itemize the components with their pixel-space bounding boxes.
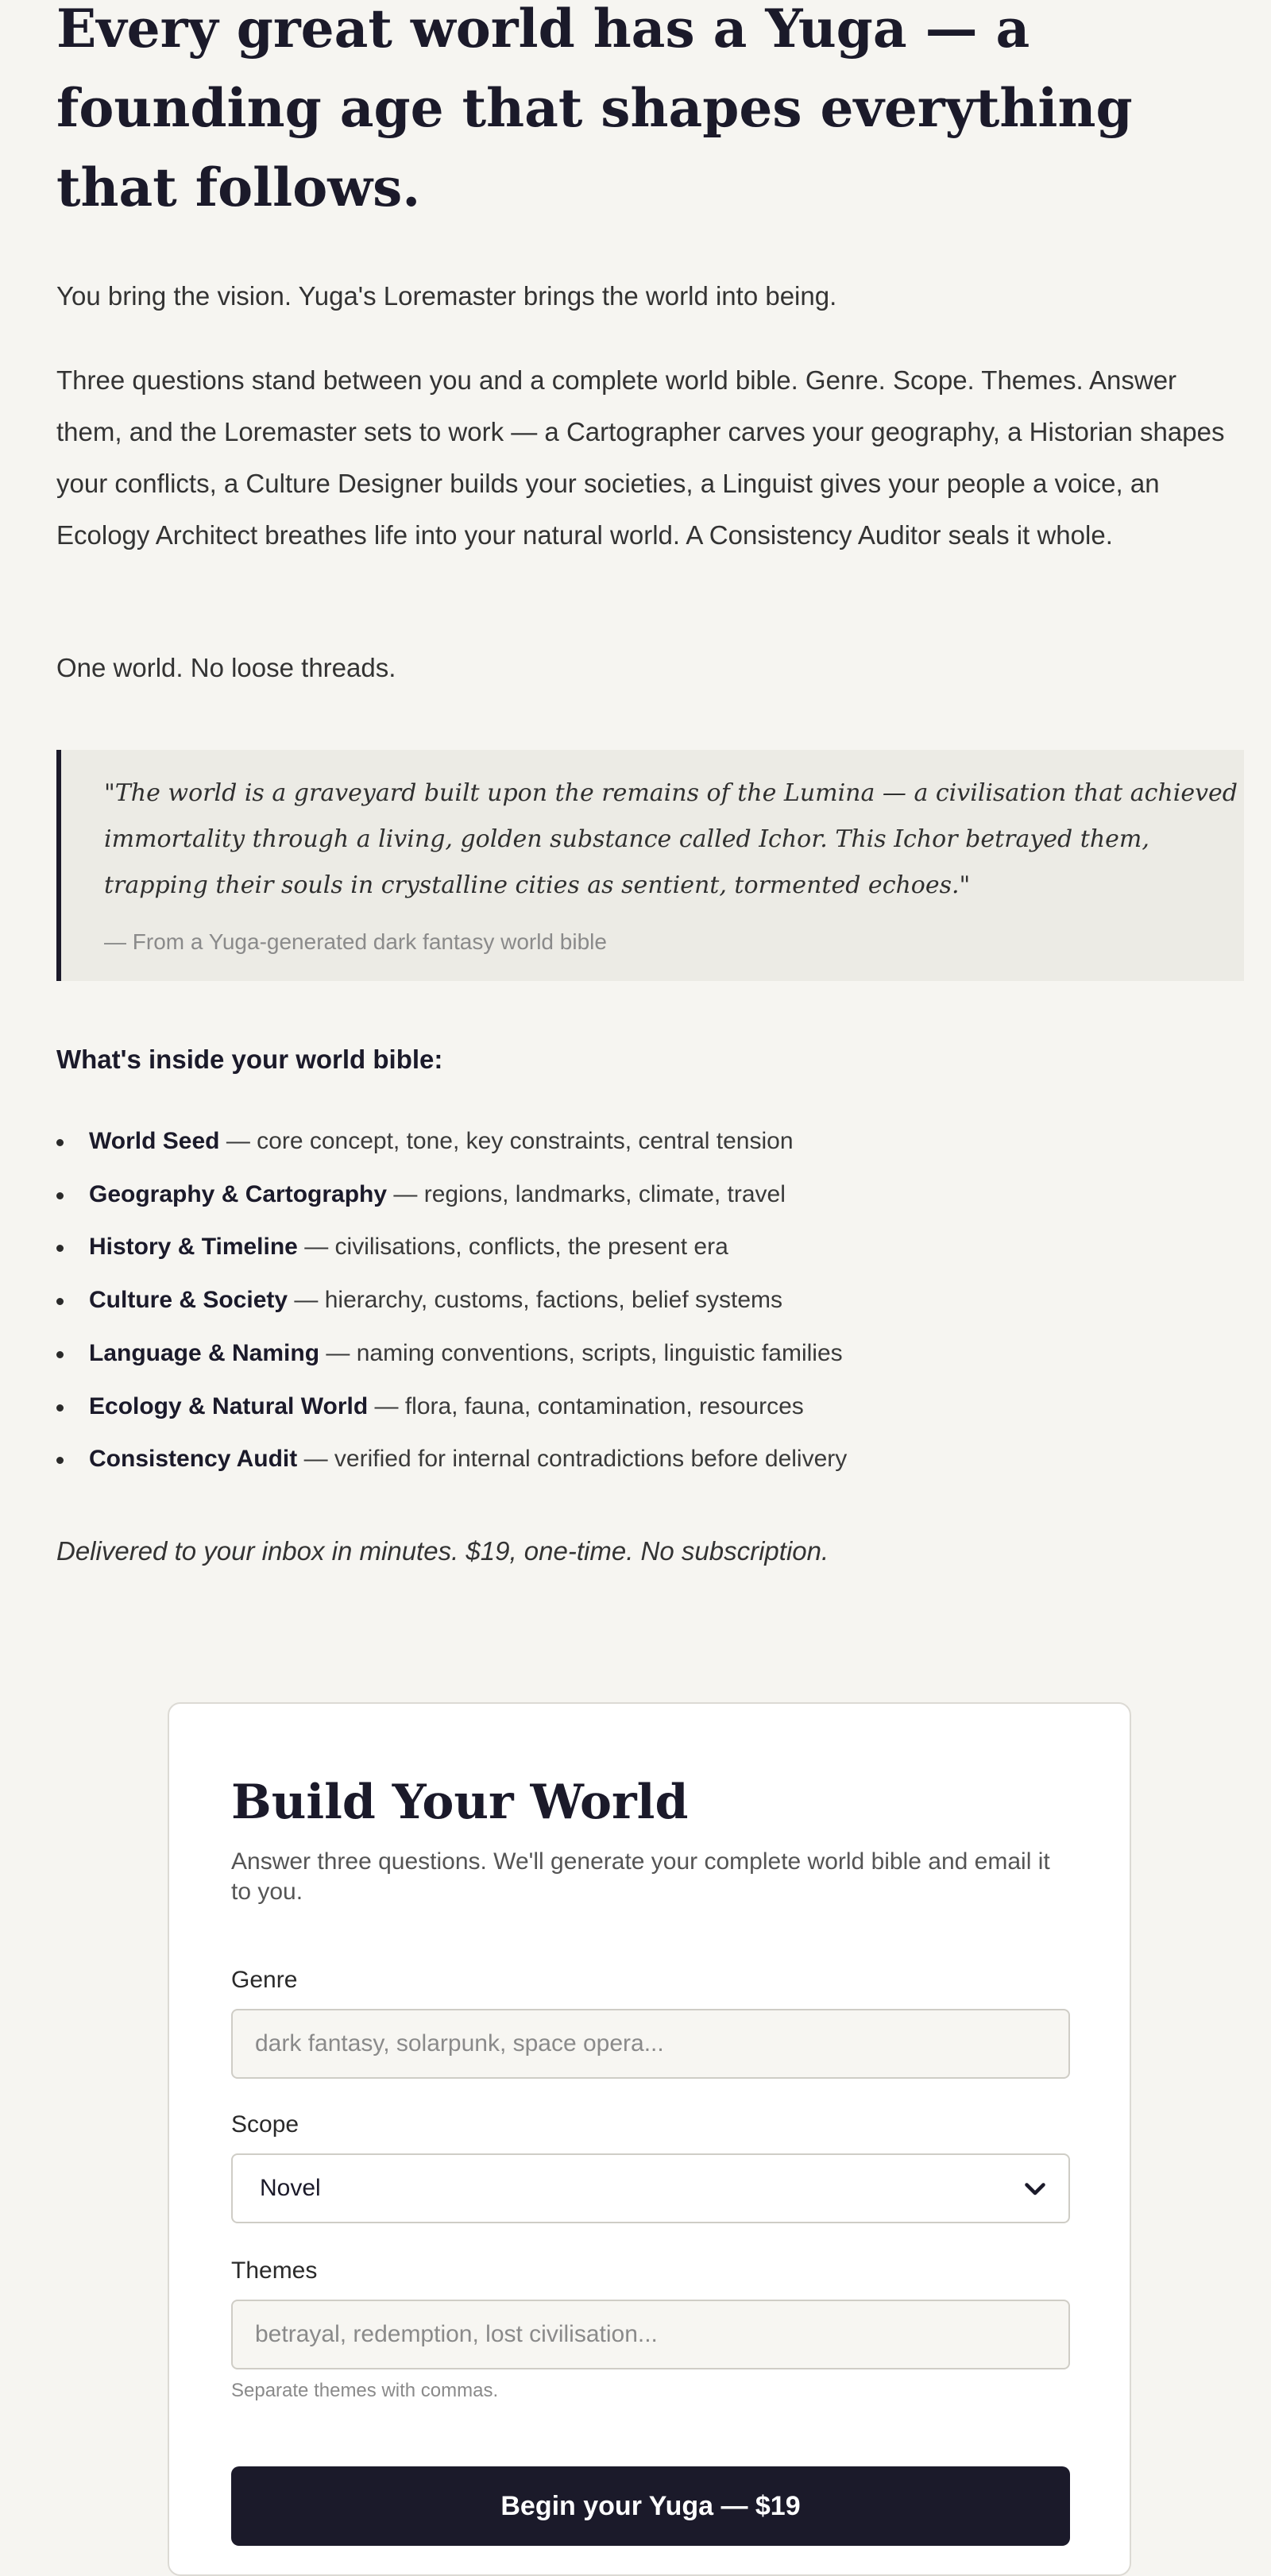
list-item [56, 1274, 847, 1327]
begin-yuga-button[interactable]: Begin your Yuga — $19 [231, 2466, 1070, 2546]
feature-desc: — verified for internal contradictions before delivery [297, 1446, 848, 1473]
form-title: Build Your World [231, 1775, 689, 1830]
list-item [56, 1327, 847, 1381]
themes-label: Themes [231, 2257, 318, 2284]
bible-section-title: What's inside your world bible: [56, 1045, 443, 1074]
genre-input[interactable] [231, 2009, 1070, 2079]
delivery-note: Delivered to your inbox in minutes. $19, one-time. No subscription. [56, 1536, 829, 1566]
feature-desc: — hierarchy, customs, factions, belief systems [288, 1287, 783, 1314]
feature-desc: — naming conventions, scripts, linguistic families [319, 1339, 843, 1366]
list-item [56, 1381, 847, 1434]
themes-hint: Separate themes with commas. [231, 2380, 499, 2401]
feature-desc: — flora, fauna, contamination, resources [368, 1392, 804, 1419]
feature-name: History & Timeline [89, 1234, 298, 1261]
quote-source: — From a Yuga-generated dark fantasy world bible [104, 929, 607, 954]
quote-text: "The world is a graveyard built upon the remains of the Lumina — a civilisation that achieved immortality through a living, golden substance called Ichor. This Ichor betrayed them, trapping their souls in crystalline cities as sentient, tormented echoes." [104, 779, 1238, 899]
feature-name: Language & Naming [89, 1339, 320, 1366]
hero-headline: Every great world has a Yuga — a founding age that shapes everything that follows. [56, 0, 1133, 218]
list-item [56, 1115, 847, 1168]
feature-desc: — core concept, tone, key constraints, central tension [219, 1128, 794, 1154]
feature-name: Consistency Audit [89, 1446, 298, 1473]
hero-description: Three questions stand between you and a complete world bible. Genre. Scope. Themes. Answer them, and the Loremaster sets to work — a Cartographer carves your geography, a Historian shapes your conflicts, a Culture Designer builds your societies, a Linguist gives your people a voice, an Ecology Architect breathes life into your natural world. A Consistency Auditor seals it whole. [56, 365, 1225, 550]
themes-input[interactable] [231, 2300, 1070, 2369]
sample-quote [56, 750, 1244, 981]
scope-label: Scope [231, 2111, 299, 2138]
feature-desc: — civilisations, conflicts, the present era [297, 1234, 728, 1261]
list-item [56, 1168, 847, 1222]
list-item [56, 1221, 847, 1274]
scope-select[interactable] [231, 2153, 1070, 2223]
scope-selected-value: Novel [260, 2175, 321, 2201]
build-world-form [168, 1702, 1131, 2576]
bible-feature-list [56, 1115, 847, 1486]
genre-label: Genre [231, 1967, 298, 1993]
feature-name: Ecology & Natural World [89, 1392, 369, 1419]
hero-intro: You bring the vision. Yuga's Loremaster brings the world into being. [56, 281, 837, 311]
form-subtitle: Answer three questions. We'll generate your complete world bible and email it to you. [231, 1848, 1050, 1905]
feature-name: Culture & Society [89, 1287, 288, 1314]
list-item [56, 1433, 847, 1486]
feature-desc: — regions, landmarks, climate, travel [387, 1180, 786, 1207]
feature-name: World Seed [89, 1128, 220, 1154]
feature-name: Geography & Cartography [89, 1180, 388, 1207]
hero-tagline: One world. No loose threads. [56, 653, 396, 682]
chevron-down-icon [1021, 2174, 1049, 2203]
